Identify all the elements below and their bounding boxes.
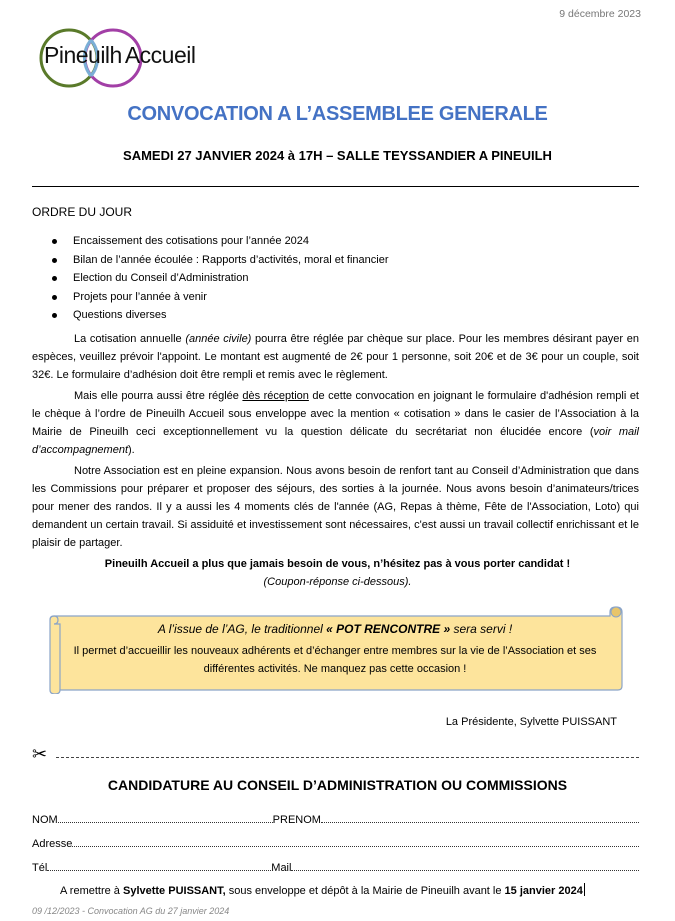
- scissors-icon: ✂: [32, 744, 48, 764]
- agenda-item: Election du Conseil d’Administration: [48, 269, 389, 288]
- divider: [32, 186, 639, 187]
- bullet-icon: [52, 258, 57, 263]
- agenda-heading: ORDRE DU JOUR: [32, 205, 133, 219]
- signature: La Présidente, Sylvette PUISSANT: [445, 716, 617, 728]
- agenda-item: Bilan de l’année écoulée : Rapports d’activités, moral et financier: [48, 251, 389, 270]
- prenom-label: PRENOM: [272, 814, 321, 826]
- return-instructions: A remettre à Sylvette PUISSANT, sous enveloppe et dépôt à la Mairie de Pineuilh avant le 15 janvier 2024: [60, 885, 583, 897]
- mail-label: Mail: [271, 862, 292, 874]
- tel-label: Tél: [32, 862, 48, 874]
- form-row-address: [32, 834, 639, 850]
- agenda-list: [48, 232, 389, 325]
- form-row-contact: [32, 858, 639, 874]
- adresse-label: Adresse: [32, 838, 73, 850]
- logo: [36, 26, 216, 90]
- paragraph-cotisation: La cotisation annuelle (année civile) pourra être réglée par chèque sur place. Pour les membres désirant payer en espèces, veuillez prévoir l'appoint. Le montant est augmenté de 2€ pour 1 personne, soit 20€ et de 3€ pour un couple, soit 32€. Le formulaire d’adhésion doit être rempli et remis avec le règlement.: [32, 333, 639, 381]
- adresse-field[interactable]: [72, 845, 639, 847]
- tel-field[interactable]: [47, 869, 271, 871]
- page-footer: 09 /12/2023 - Convocation AG du 27 janvier 2024: [32, 906, 230, 916]
- document-date: 9 décembre 2023: [559, 8, 641, 20]
- paragraph-reglement: Mais elle pourra aussi être réglée dès réception de cette convocation en joignant le formulaire d'adhésion rempli et le chèque à l’ordre de Pineuilh Accueil sous enveloppe avec la mention « cotisation » dans le casier de l’Association à la Mairie de Pineuilh ceci exceptionnellement vu la question délicate du secrétariat non élucidée encore (voir mail d’accompagnement).: [32, 390, 639, 456]
- bullet-icon: [52, 276, 57, 281]
- appeal-text: Pineuilh Accueil a plus que jamais besoin de vous, n’hésitez pas à vous porter candidat !: [104, 558, 571, 570]
- text-cursor: [584, 883, 585, 896]
- scroll-body: Il permet d’accueillir les nouveaux adhérents et d’échanger entre membres sur la vie de l’Association et ses différentes activités. Ne manquez pas cette occasion !: [73, 645, 597, 675]
- agenda-item: Questions diverses: [48, 306, 389, 325]
- agenda-item: Projets pour l’année à venir: [48, 288, 389, 307]
- prenom-field[interactable]: [321, 821, 639, 823]
- form-title: CANDIDATURE AU CONSEIL D’ADMINISTRATION OU COMMISSIONS: [107, 777, 568, 793]
- nom-field[interactable]: [58, 821, 273, 823]
- cut-line: [32, 744, 639, 764]
- paragraph-association: Notre Association est en pleine expansion. Nous avons besoin de renfort tant au Conseil d’Administration que dans les Commissions pour préparer et proposer des séjours, des sorties à la journée. Nous avons besoin d’animateurs/trices pour mener des randos. Il y a aussi les 4 moments clés de l'année (AG, Repas à thème, Fête de l'Association, Loto) qui demandent un certain travail. Si assiduité et investissement sont nécessaires, c'est aussi un travail collectif enrichissant et le plaisir de partager.: [32, 465, 639, 549]
- logo-text: Pineuilh Accueil: [44, 42, 196, 68]
- appeal-note: (Coupon-réponse ci-dessous).: [263, 576, 412, 588]
- bullet-icon: [52, 295, 57, 300]
- nom-label: NOM: [32, 814, 58, 826]
- event-subtitle: SAMEDI 27 JANVIER 2024 à 17H – SALLE TEYSSANDIER A PINEUILH: [123, 148, 552, 163]
- agenda-item: Encaissement des cotisations pour l’année 2024: [48, 232, 389, 251]
- scroll-headline: A l’issue de l’AG, le traditionnel « POT RENCONTRE » sera servi !: [157, 622, 513, 636]
- bullet-icon: [52, 313, 57, 318]
- bullet-icon: [52, 239, 57, 244]
- dashed-cut-line: [56, 757, 639, 758]
- form-row-names: [32, 810, 639, 826]
- mail-field[interactable]: [291, 869, 639, 871]
- page-title: CONVOCATION A L’ASSEMBLEE GENERALE: [127, 103, 548, 125]
